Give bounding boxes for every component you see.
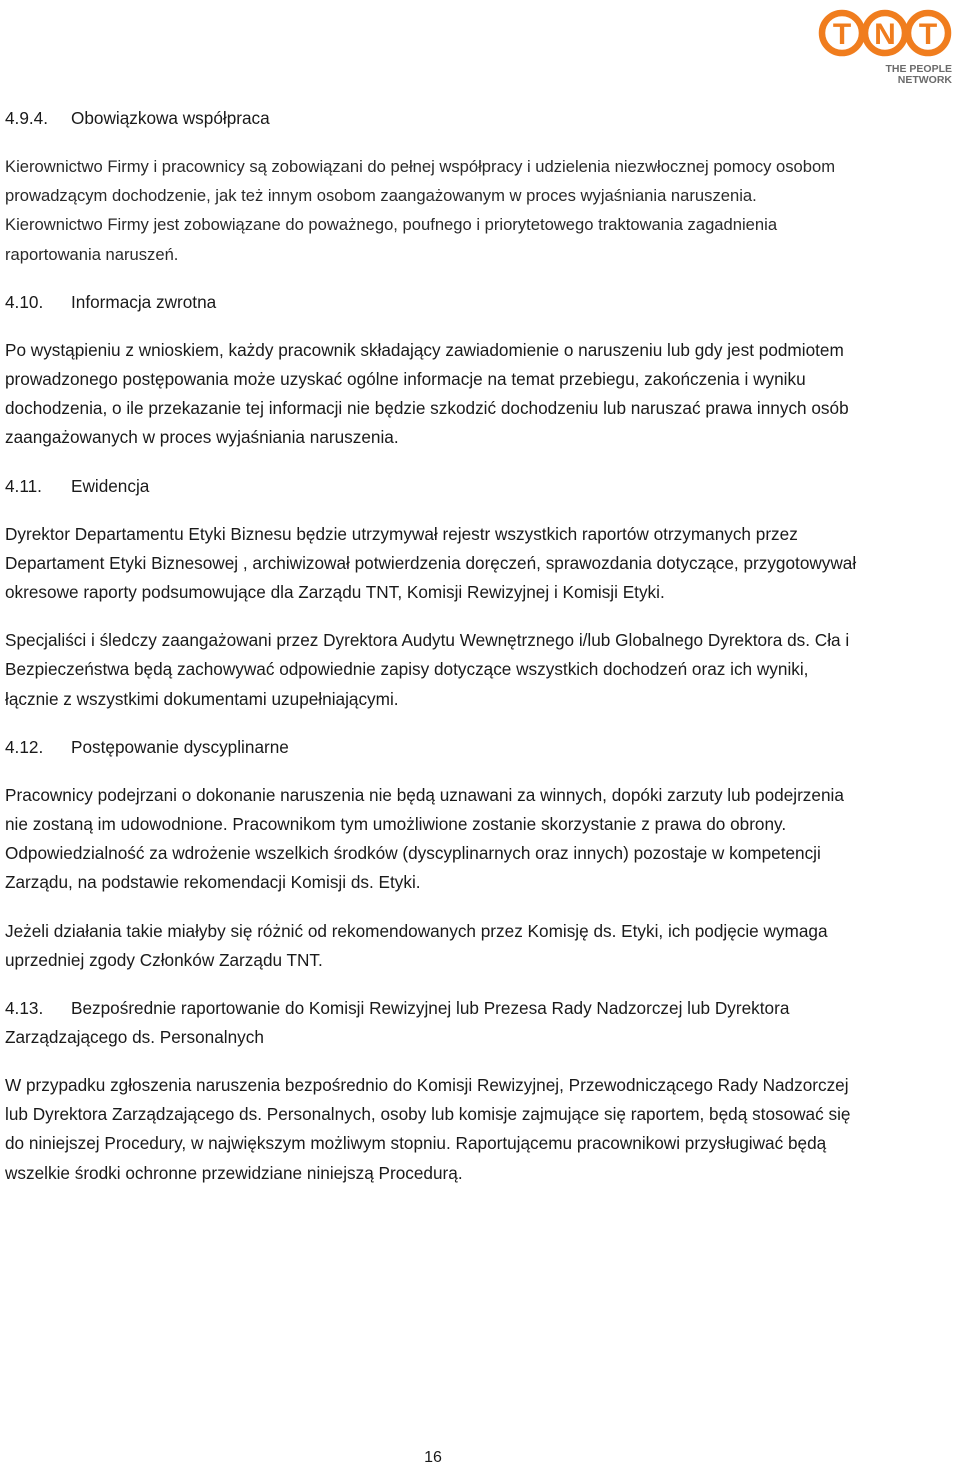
tnt-logo-letter-2: N <box>874 18 896 51</box>
section-number: 4.9.4. <box>5 108 49 128</box>
section-title: Ewidencja <box>71 475 150 496</box>
page-number: 16 <box>424 1449 442 1466</box>
paragraph: W przypadku zgłoszenia naruszenia bezpośrednio do Komisji Rewizyjnej, Przewodniczącego Rady Nadzorczej lub Dyrektora Zarządzającego ds. Personalnych, osoby lub komisje zajmujące się raportem, będą stosować się do niniejszej Procedury, w największym możliwym stopniu. Raportującemu pracownikowi przysługiwać będą wszelkie środki ochronne przewidziane niniejszą Procedurą. <box>5 1075 851 1183</box>
section-title: Bezpośrednie raportowanie do Komisji Rewizyjnej lub Prezesa Rady Nadzorczej lub Dyrektora Zarządzającego ds. Personalnych <box>5 998 790 1048</box>
section-title: Obowiązkowa współpraca <box>71 108 270 128</box>
section-number: 4.13. <box>5 998 44 1019</box>
paragraph: Pracownicy podejrzani o dokonanie naruszenia nie będą uznawani za winnych, dopóki zarzuty lub podejrzenia nie zostaną im udowodnione. Pracownikom tym umożliwione zostanie skorzystanie z prawa do obrony. Odpowiedzialność za wdrożenie wszelkich środków (dyscyplinarnych oraz innych) pozostaje w kompetencji Zarządu, na podstawie rekomendacji Komisji ds. Etyki. <box>5 784 844 893</box>
tnt-logo-tagline-1: THE PEOPLE <box>885 63 952 75</box>
section-title: Informacja zwrotna <box>71 291 217 312</box>
paragraph: Po wystąpieniu z wnioskiem, każdy pracownik składający zawiadomienie o naruszeniu lub gdy jest podmiotem prowadzonego postępowania może uzyskać ogólne informacje na temat przebiegu, zakończenia i wyniku dochodzenia, o ile przekazanie tej informacji nie będzie szkodzić dochodzeniu lub naruszać prawa innych osób zaangażowanych w proces wyjaśniania naruszenia. <box>5 339 849 448</box>
tnt-logo-tagline-2: NETWORK <box>897 74 952 86</box>
section-heading <box>5 994 857 1052</box>
section-number: 4.12. <box>5 736 44 757</box>
section-number: 4.10. <box>5 291 44 312</box>
document-body <box>5 104 857 1207</box>
section-heading <box>5 288 857 317</box>
tnt-logo-letter-1: T <box>832 18 852 51</box>
paragraph: Jeżeli działania takie miałyby się różnić od rekomendowanych przez Komisję ds. Etyki, ich podjęcie wymaga uprzedniej zgody Członków Zarządu TNT. <box>5 920 828 970</box>
section-number: 4.11. <box>5 475 42 496</box>
section-heading <box>5 104 857 133</box>
paragraph: Kierownictwo Firmy i pracownicy są zobowiązani do pełnej współpracy i udzielenia niezwłocznej pomocy osobom prowadzącym dochodzenie, jak też innym osobom zaangażowanym w proces wyjaśniania naruszenia. Kierownictwo Firmy jest zobowiązane do poważnego, poufnego i priorytetowego traktowania zagadnienia raportowania naruszeń. <box>5 157 836 264</box>
tnt-logo <box>818 6 954 86</box>
section-heading <box>5 472 857 501</box>
paragraph: Dyrektor Departamentu Etyki Biznesu będzie utrzymywał rejestr wszystkich raportów otrzymanych przez Departament Etyki Biznesowej , archiwizował potwierdzenia doręczeń, sprawozdania dotyczące, przygotowywał okresowe raporty podsumowujące dla Zarządu TNT, Komisji Rewizyjnej i Komisji Etyki. <box>5 523 857 603</box>
paragraph: Specjaliści i śledczy zaangażowani przez Dyrektora Audytu Wewnętrznego i/lub Globalnego Dyrektora ds. Cła i Bezpieczeństwa będą zachowywać odpowiednie zapisy dotyczące wszystkich dochodzeń oraz ich wyniki, łącznie z wszystkimi dokumentami uzupełniającymi. <box>5 630 850 709</box>
section-title: Postępowanie dyscyplinarne <box>71 736 289 757</box>
tnt-logo-letter-3: T <box>918 18 938 51</box>
section-heading <box>5 733 857 762</box>
